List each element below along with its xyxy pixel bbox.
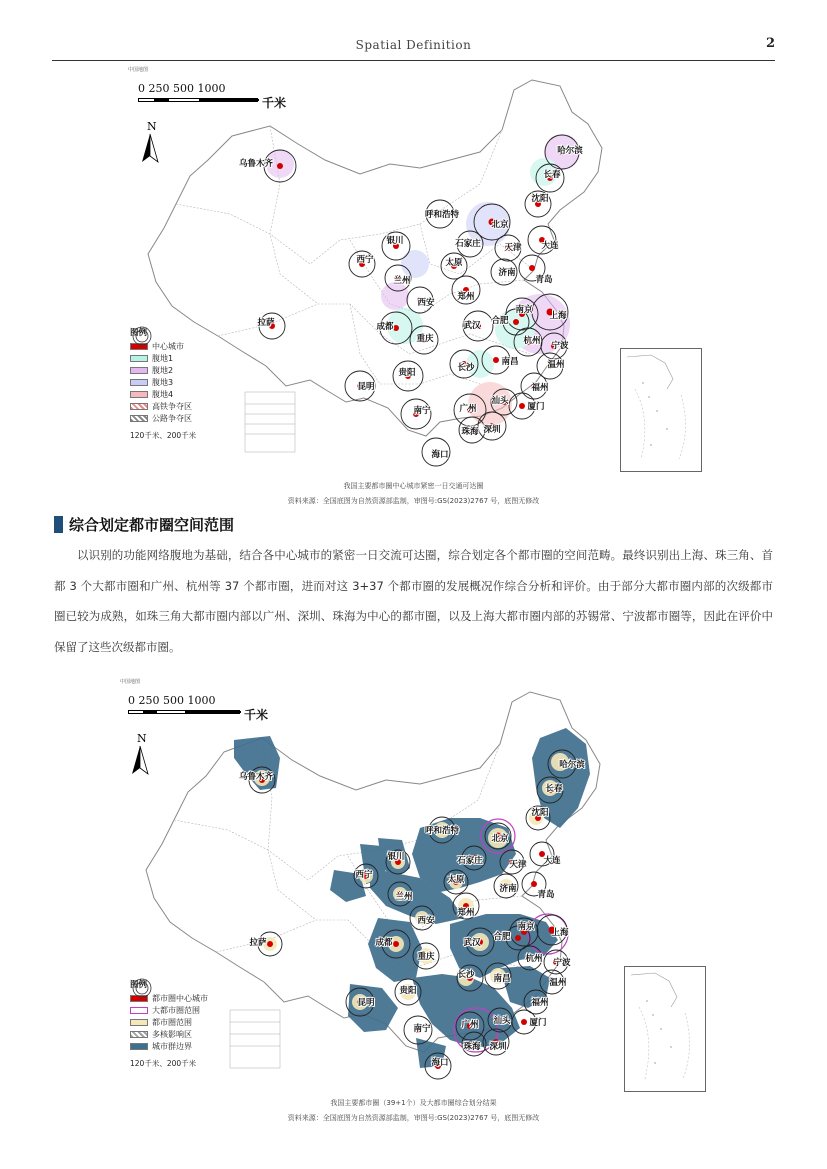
city-label: 广州 — [461, 1020, 479, 1030]
page-number: 2 — [765, 36, 775, 51]
city-label: 南昌 — [501, 357, 519, 367]
city-label: 大连 — [541, 241, 559, 251]
city-label: 西安 — [417, 298, 435, 308]
figure-1-source: 资料来源：全国底图为自然资源部监制，审图号:GS(2023)2767 号，底图无修改 — [287, 497, 540, 505]
city-label: 天津 — [509, 860, 527, 870]
city-label: 深圳 — [489, 1042, 507, 1052]
city-label: 西安 — [417, 916, 435, 926]
city-label: 天津 — [504, 243, 522, 253]
map-legend — [130, 978, 208, 1069]
legend-item: 都市圈范围 — [130, 1016, 208, 1028]
legend-item: 腹地1 — [130, 352, 196, 364]
city-label: 南宁 — [413, 406, 431, 416]
city-label: 拉萨 — [249, 938, 267, 948]
svg-text:N: N — [147, 120, 157, 133]
city-label: 福州 — [531, 383, 549, 393]
city-label: 汕头 — [493, 1016, 511, 1026]
legend-circle-note: 120千米、200千米 — [130, 430, 196, 441]
city-label: 昆明 — [357, 382, 375, 392]
city-label: 兰州 — [395, 892, 413, 902]
city-label: 深圳 — [483, 425, 501, 435]
svg-text:N: N — [137, 732, 147, 745]
city-label: 福州 — [531, 998, 549, 1008]
city-label: 呼和浩特 — [424, 826, 460, 836]
legend-item: 高铁争夺区 — [130, 400, 196, 412]
city-label: 宁波 — [551, 341, 569, 351]
city-label: 青岛 — [535, 275, 553, 285]
city-label: 西宁 — [356, 255, 374, 265]
legend-item: 腹地4 — [130, 388, 196, 400]
city-label: 杭州 — [525, 954, 543, 964]
city-label: 广州 — [459, 404, 477, 414]
scale-numbers: 0 250 500 1000 — [128, 694, 216, 707]
city-label: 乌鲁木齐 — [238, 159, 274, 169]
legend-item: 城市群边界 — [130, 1040, 208, 1052]
city-label: 昆明 — [357, 998, 375, 1008]
city-label: 厦门 — [527, 402, 545, 412]
city-label: 厦门 — [529, 1018, 547, 1028]
city-label: 济南 — [499, 884, 517, 894]
city-label: 银川 — [387, 852, 405, 862]
city-label: 兰州 — [393, 276, 411, 286]
legend-item: 都市圈中心城市 — [130, 992, 208, 1004]
city-label: 乌鲁木齐 — [238, 772, 274, 782]
city-label: 贵阳 — [398, 368, 416, 378]
city-label: 武汉 — [463, 321, 481, 331]
city-label: 哈尔滨 — [559, 760, 585, 770]
city-label: 沈阳 — [531, 808, 549, 818]
city-label: 太原 — [447, 875, 465, 885]
legend-item: 多核影响区 — [130, 1028, 208, 1040]
city-label: 合肥 — [493, 932, 511, 942]
body-paragraph: 以识别的功能网络腹地为基础，结合各中心城市的紧密一日交流可达圈，综合划定各个都市圈的空间范畴。最终识别出上海、珠三角、首都 3 个大都市圈和广州、杭州等 37 个都市圈，进而对这 3+37 个都市圈的发展概况作综合分析和评价。由于部分大都市圈内部的次级都市圈已较为成熟，如珠三角大都市圈内部以广州、深圳、珠海为中心的都市圈，以及上海大都市圈内部的苏锡常、宁波都市圈等，因此在评价中保留了这些次级都市圈。 — [54, 548, 773, 654]
city-label: 西宁 — [355, 870, 373, 880]
city-label: 太原 — [445, 258, 463, 268]
city-label: 银川 — [386, 236, 404, 246]
city-label: 济南 — [498, 268, 516, 278]
city-label: 武汉 — [463, 938, 481, 948]
city-label: 珠海 — [463, 1042, 481, 1052]
city-label: 长沙 — [457, 970, 475, 980]
city-label: 郑州 — [457, 292, 475, 302]
city-label: 南宁 — [413, 1024, 431, 1034]
city-label: 长春 — [543, 170, 561, 180]
scale-unit: 千米 — [244, 708, 269, 722]
section-title: 综合划定都市圈空间范围 — [69, 516, 235, 534]
city-label: 南昌 — [493, 974, 511, 984]
city-label: 沈阳 — [531, 194, 549, 204]
city-label: 汕头 — [491, 396, 509, 406]
legend-title: 图例 — [130, 980, 148, 990]
north-arrow-icon — [132, 732, 148, 774]
city-label: 海口 — [431, 1058, 449, 1068]
figure-1-map — [120, 64, 710, 472]
header-rule — [52, 60, 775, 61]
legend-item: 中心城市 — [130, 340, 196, 352]
map-legend — [130, 326, 196, 441]
city-label: 合肥 — [491, 316, 509, 326]
south-sea-inset-map — [624, 966, 706, 1092]
city-label: 温州 — [547, 360, 565, 370]
city-label: 北京 — [491, 220, 509, 230]
north-arrow-icon — [142, 120, 158, 162]
running-header-title: Spatial Definition — [355, 38, 472, 52]
map-label: 中国地图 — [120, 679, 141, 685]
city-label: 珠海 — [461, 427, 479, 437]
city-label: 温州 — [549, 978, 567, 988]
section-heading — [54, 514, 234, 535]
city-label: 石家庄 — [457, 856, 483, 866]
legend-item: 大都市圈范围 — [130, 1004, 208, 1016]
legend-item: 腹地3 — [130, 376, 196, 388]
scale-unit: 千米 — [262, 96, 287, 110]
city-label: 海口 — [431, 450, 449, 460]
figure-1-caption: 我国主要都市圈中心城市紧密一日交通可达圈 — [343, 482, 484, 490]
legend-item: 腹地2 — [130, 364, 196, 376]
figure-2-map — [120, 678, 710, 1093]
city-label: 大连 — [543, 856, 561, 866]
city-label: 南京 — [517, 922, 535, 932]
legend-item: 公路争夺区 — [130, 412, 196, 424]
legend-title: 图例 — [130, 328, 148, 338]
city-label: 上海 — [549, 311, 567, 321]
city-label: 郑州 — [457, 908, 475, 918]
scale-numbers: 0 250 500 1000 — [138, 82, 226, 95]
city-label: 宁波 — [553, 958, 571, 968]
city-label: 杭州 — [523, 336, 541, 346]
city-label: 重庆 — [416, 334, 434, 344]
city-label: 石家庄 — [455, 239, 481, 249]
city-label: 北京 — [491, 834, 509, 844]
section-accent-bar — [54, 516, 63, 533]
figure-2-source: 资料来源：全国底图为自然资源部监制，审图号:GS(2023)2767 号，底图无修改 — [287, 1114, 540, 1122]
city-label: 青岛 — [537, 890, 555, 900]
figure-2-caption: 我国主要都市圈（39+1个）及大都市圈综合划分结果 — [330, 1099, 497, 1107]
city-label: 重庆 — [417, 952, 435, 962]
south-sea-inset-map — [620, 348, 702, 472]
city-label: 上海 — [551, 928, 569, 938]
legend-circle-note: 120千米、200千米 — [130, 1058, 208, 1069]
map-label: 中国地图 — [128, 67, 149, 73]
city-label: 成都 — [375, 938, 393, 948]
city-label: 哈尔滨 — [557, 146, 583, 156]
city-label: 南京 — [515, 305, 533, 315]
city-label: 拉萨 — [257, 318, 275, 328]
city-label: 贵阳 — [399, 986, 417, 996]
city-label: 长沙 — [457, 363, 475, 373]
city-label: 成都 — [376, 322, 394, 332]
city-label: 呼和浩特 — [424, 210, 460, 220]
city-label: 长春 — [545, 784, 563, 794]
